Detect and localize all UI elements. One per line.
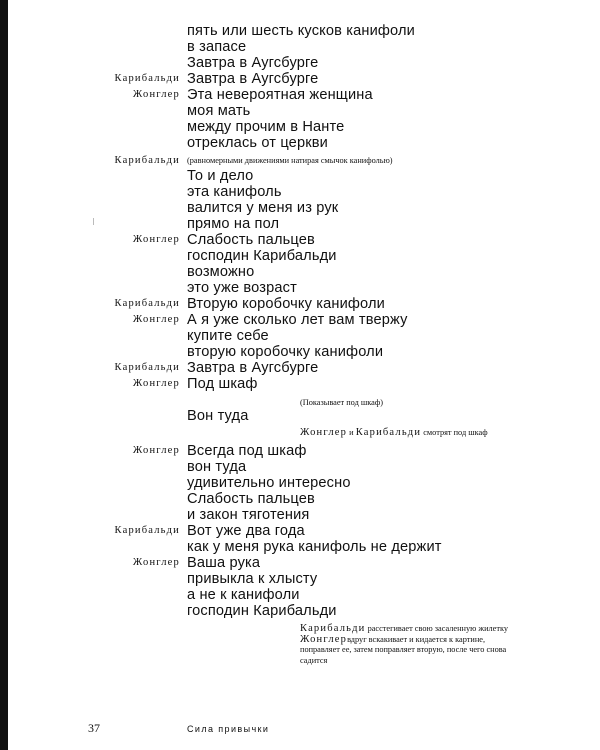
speaker-karibaldi: Карибальди	[114, 298, 180, 309]
dialogue-line: валится у меня из рук	[187, 200, 339, 216]
dialogue-line: Всегда под шкаф	[187, 443, 307, 459]
dialogue-line: Вот уже два года	[187, 523, 305, 539]
stage-name-zhongler: Жонглер	[300, 427, 348, 438]
dialogue-line: эта канифоль	[187, 184, 282, 200]
speaker-zhongler: Жонглер	[132, 234, 180, 245]
stage-direction-rosin: (равномерными движениями натирая смычок канифолью)	[187, 156, 393, 165]
stage-jumps-up	[300, 635, 515, 667]
dialogue-line: отреклась от церкви	[187, 135, 328, 151]
page-edge-shadow	[0, 0, 8, 750]
stage-and: и	[349, 428, 354, 437]
speaker-karibaldi: Карибальди	[114, 73, 180, 84]
dialogue-line: возможно	[187, 264, 255, 280]
dialogue-line: господин Карибальди	[187, 603, 337, 619]
stage-direction-look	[300, 428, 488, 438]
running-title: Сила привычки	[187, 724, 270, 734]
dialogue-line: привыкла к хлысту	[187, 571, 318, 587]
dialogue-line: моя мать	[187, 103, 251, 119]
speaker-zhongler: Жонглер	[132, 89, 180, 100]
speaker-karibaldi: Карибальди	[114, 155, 180, 166]
stage-jumps-text: вдруг вскакивает и кидается к картине, поправляет ее, затем поправляет вторую, после чего снова садится	[300, 634, 507, 665]
stage-name-karibaldi: Карибальди	[355, 427, 422, 438]
dialogue-line: прямо на пол	[187, 216, 280, 232]
speaker-zhongler: Жонглер	[132, 445, 180, 456]
dialogue-line: а не к канифоли	[187, 587, 300, 603]
dialogue-line: пять или шесть кусков канифоли	[187, 23, 415, 39]
dialogue-line: господин Карибальди	[187, 248, 337, 264]
dialogue-line: вон туда	[187, 459, 247, 475]
dialogue-line: Эта невероятная женщина	[187, 87, 373, 103]
dialogue-line: удивительно интересно	[187, 475, 351, 491]
stage-direction-points: (Показывает под шкаф)	[300, 398, 383, 407]
dialogue-line: Под шкаф	[187, 376, 258, 392]
speaker-zhongler: Жонглер	[132, 378, 180, 389]
dialogue-line: купите себе	[187, 328, 269, 344]
dialogue-line: вторую коробочку канифоли	[187, 344, 384, 360]
dialogue-line: в запасе	[187, 39, 247, 55]
speaker-zhongler: Жонглер	[132, 557, 180, 568]
dialogue-line: и закон тяготения	[187, 507, 310, 523]
speaker-karibaldi: Карибальди	[114, 525, 180, 536]
dialogue-line: Завтра в Аугсбурге	[187, 360, 319, 376]
dialogue-line: Вон туда	[187, 408, 249, 424]
stage-name-zhongler: Жонглер	[300, 633, 348, 645]
dialogue-line: между прочим в Нанте	[187, 119, 345, 135]
speaker-zhongler: Жонглер	[132, 314, 180, 325]
dialogue-line: это уже возраст	[187, 280, 297, 296]
dialogue-line: Завтра в Аугсбурге	[187, 55, 319, 71]
dialogue-line: как у меня рука канифоль не держит	[187, 539, 442, 555]
stage-look-text: смотрят под шкаф	[423, 428, 488, 437]
dialogue-line: А я уже сколько лет вам твержу	[187, 312, 408, 328]
stage-name-karibaldi: Карибальди	[300, 623, 366, 634]
dialogue-line: Вторую коробочку канифоли	[187, 296, 385, 312]
dialogue-line: То и дело	[187, 168, 254, 184]
speaker-karibaldi: Карибальди	[114, 362, 180, 373]
dialogue-line: Слабость пальцев	[187, 491, 315, 507]
dialogue-line: Слабость пальцев	[187, 232, 315, 248]
page-number: 37	[88, 721, 100, 735]
stage-unbuttons-text: расстегивает свою засаленную жилетку	[367, 624, 509, 633]
stage-direction-block	[300, 624, 515, 666]
dialogue-line: Завтра в Аугсбурге	[187, 71, 319, 87]
dialogue-line: Ваша рука	[187, 555, 261, 571]
page-mark	[93, 218, 94, 225]
